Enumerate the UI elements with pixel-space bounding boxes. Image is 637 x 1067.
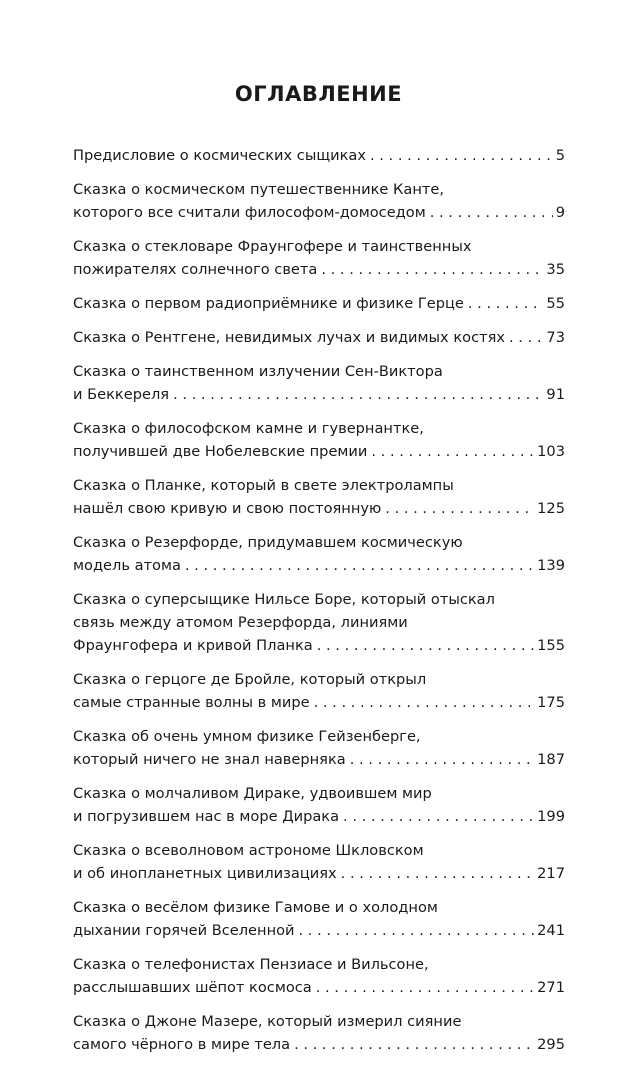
toc-entry-title-line: пожирателях солнечного света — [73, 261, 318, 278]
toc-entry-title-line: и об инопланетных цивилизациях — [73, 865, 337, 882]
toc-entry[interactable] — [73, 588, 565, 657]
toc-entry[interactable] — [73, 839, 565, 885]
toc-entry-title-line: Сказка о Планке, который в свете электролампы — [73, 477, 454, 494]
dot-leader — [468, 292, 544, 315]
toc-entry[interactable] — [73, 1010, 565, 1056]
toc-page-number: 175 — [537, 694, 565, 711]
dot-leader — [299, 919, 535, 942]
toc-entry-title-line: самые странные волны в мире — [73, 694, 310, 711]
dot-leader — [430, 201, 553, 224]
toc-entry[interactable] — [73, 235, 565, 281]
toc-entry-title-line: Сказка о стекловаре Фраунгофере и таинственных — [73, 238, 472, 255]
toc-page-number: 155 — [537, 637, 565, 654]
toc-entry-title-line: нашёл свою кривую и свою постоянную — [73, 500, 382, 517]
toc-page-number: 295 — [537, 1036, 565, 1053]
toc-page-number: 35 — [546, 261, 565, 278]
toc-page-number: 55 — [546, 295, 565, 312]
toc-entry-title-line: Сказка о весёлом физике Гамове и о холодном — [73, 899, 438, 916]
toc-entry-title-line: Сказка о молчаливом Дираке, удвоившем мир — [73, 785, 432, 802]
toc-entry-title-line: Сказка о суперсыщике Нильсе Боре, который отыскал — [73, 591, 495, 608]
toc-entry-title-line: которого все считали философом-домоседом — [73, 204, 426, 221]
toc-page-number: 217 — [537, 865, 565, 882]
toc-entry[interactable] — [73, 531, 565, 577]
toc-entry[interactable] — [73, 474, 565, 520]
toc-page-number: 139 — [537, 557, 565, 574]
toc-entry[interactable] — [73, 326, 565, 349]
dot-leader — [321, 258, 543, 281]
toc-entry-title-line: Сказка о таинственном излучении Сен-Виктора — [73, 363, 443, 380]
toc-entry-title-line: Сказка о Джоне Мазере, который измерил сияние — [73, 1013, 462, 1030]
toc-entry[interactable] — [73, 896, 565, 942]
toc-entry[interactable] — [73, 725, 565, 771]
toc-entry[interactable] — [73, 144, 565, 167]
toc-page-number: 103 — [537, 443, 565, 460]
toc-entry-title-line: Сказка о Рентгене, невидимых лучах и видимых костях — [73, 329, 506, 346]
toc-entry-title-line: Сказка о философском камне и гувернантке, — [73, 420, 424, 437]
toc-entry-title-line: и Беккереля — [73, 386, 170, 403]
toc-page-number: 9 — [555, 204, 565, 221]
toc-entry-title-line: связь между атомом Резерфорда, линиями — [73, 614, 408, 631]
toc-entry-title-line: Сказка о телефонистах Пензиасе и Вильсоне, — [73, 956, 429, 973]
toc-entry-title-line: Сказка о Резерфорде, придумавшем космическую — [73, 534, 463, 551]
toc-entry-title-line: и погрузившем нас в море Дирака — [73, 808, 340, 825]
toc-entry-title-line: Сказка о космическом путешественнике Канте, — [73, 181, 445, 198]
dot-leader — [341, 862, 534, 885]
toc-entry[interactable] — [73, 668, 565, 714]
dot-leader — [314, 691, 535, 714]
dot-leader — [173, 383, 543, 406]
toc-page-number: 5 — [555, 147, 565, 164]
toc-page-number: 199 — [537, 808, 565, 825]
dot-leader — [350, 748, 534, 771]
dot-leader — [316, 976, 534, 999]
toc-entry-title-line: самого чёрного в мире тела — [73, 1036, 291, 1053]
page-title: ОГЛАВЛЕНИЕ — [234, 82, 403, 106]
toc-entry[interactable] — [73, 953, 565, 999]
toc-entry[interactable] — [73, 292, 565, 315]
dot-leader — [385, 497, 534, 520]
toc-page-number: 91 — [546, 386, 565, 403]
dot-leader — [317, 634, 534, 657]
toc-page-number: 187 — [537, 751, 565, 768]
toc-page-number: 73 — [546, 329, 565, 346]
table-of-contents — [73, 144, 565, 1067]
dot-leader — [370, 144, 553, 167]
dot-leader — [294, 1033, 534, 1056]
toc-page-number: 241 — [537, 922, 565, 939]
toc-entry-title-line: Предисловие о космических сыщиках — [73, 147, 366, 164]
dot-leader — [343, 805, 534, 828]
toc-entry-title-line: Сказка об очень умном физике Гейзенберге, — [73, 728, 421, 745]
toc-entry-title-line: расслышавших шёпот космоса — [73, 979, 312, 996]
toc-entry-title-line: Сказка о всеволновом астрономе Шкловском — [73, 842, 424, 859]
toc-entry[interactable] — [73, 178, 565, 224]
toc-entry-title-line: получившей две Нобелевские премии — [73, 443, 368, 460]
dot-leader — [371, 440, 534, 463]
toc-page-number: 125 — [537, 500, 565, 517]
toc-entry-title-line: дыхании горячей Вселенной — [73, 922, 295, 939]
toc-entry-title-line: модель атома — [73, 557, 181, 574]
toc-entry[interactable] — [73, 360, 565, 406]
toc-entry[interactable] — [73, 782, 565, 828]
toc-entry-title-line: Сказка о первом радиоприёмнике и физике Герце — [73, 295, 464, 312]
dot-leader — [509, 326, 543, 349]
toc-entry-title-line: Фраунгофера и кривой Планка — [73, 637, 313, 654]
toc-entry-title-line: Сказка о герцоге де Бройле, который открыл — [73, 671, 427, 688]
dot-leader — [185, 554, 534, 577]
toc-entry-title-line: который ничего не знал наверняка — [73, 751, 346, 768]
toc-page-number: 271 — [537, 979, 565, 996]
toc-entry[interactable] — [73, 417, 565, 463]
